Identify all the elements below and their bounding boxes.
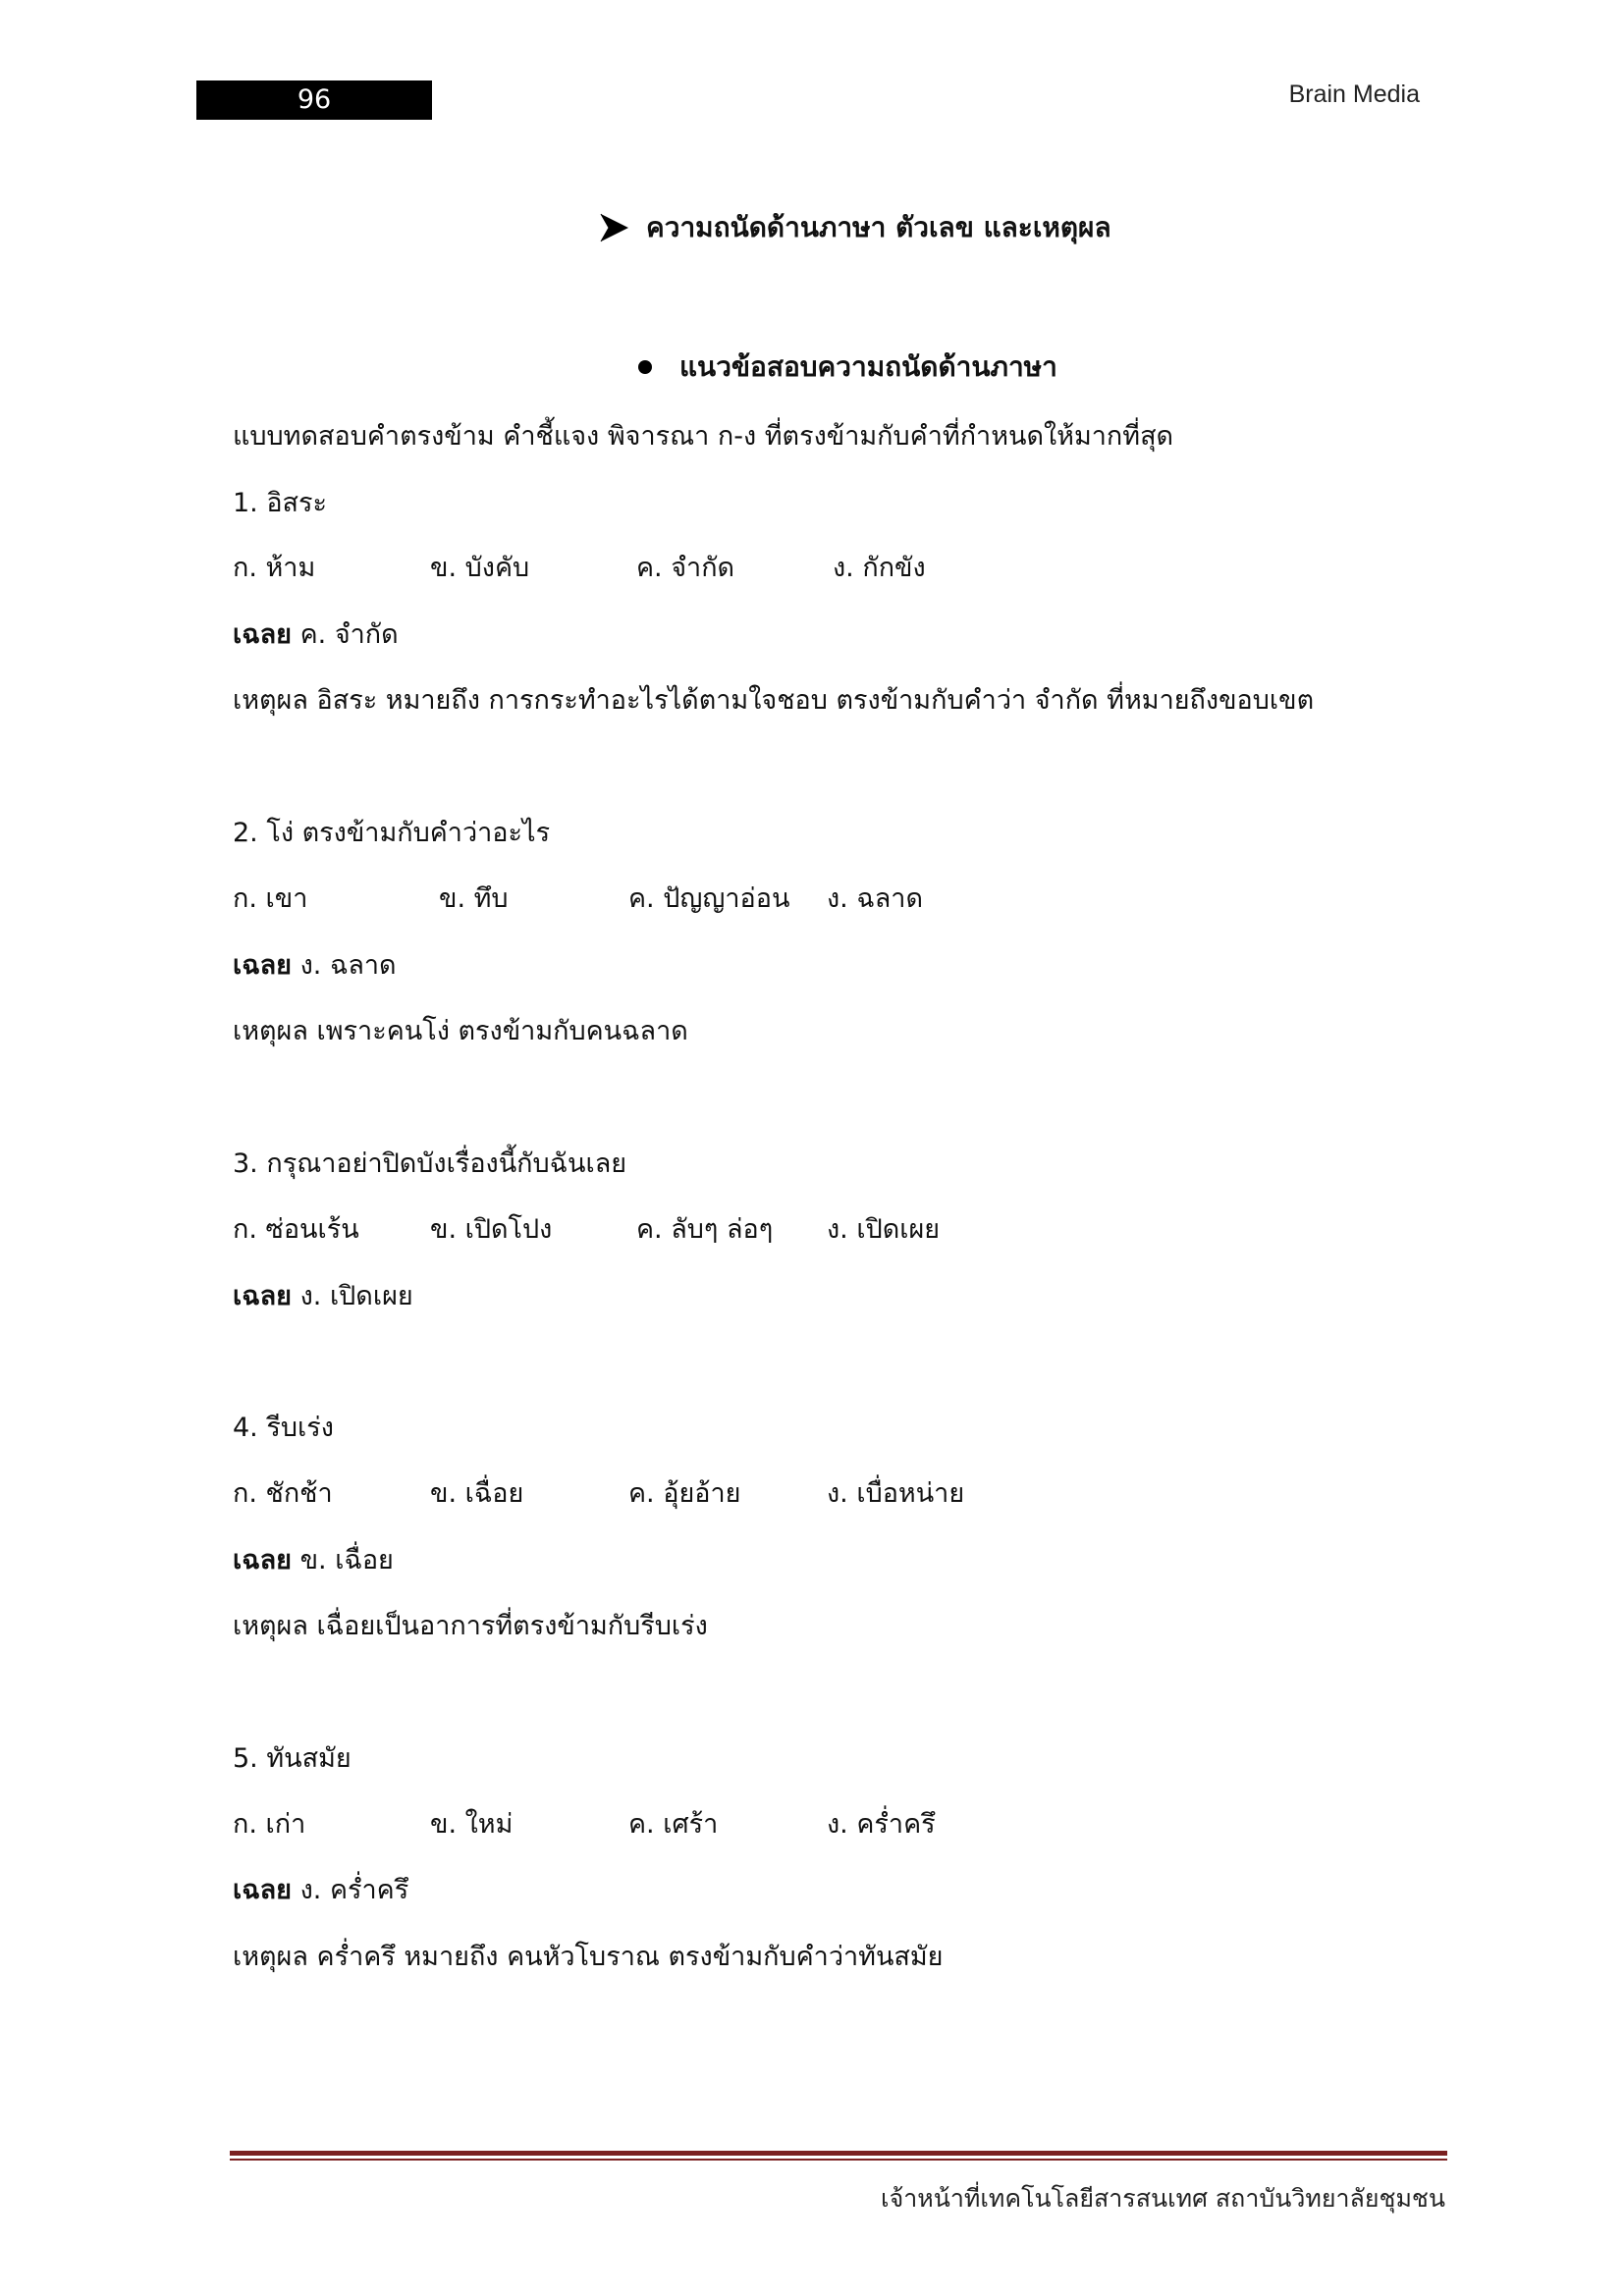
arrow-bullet-icon xyxy=(599,212,630,243)
answer-label: เฉลย xyxy=(233,1545,292,1575)
q5-choice-c: ค. เศร้า xyxy=(628,1809,719,1840)
q3-choice-a: ก. ซ่อนเร้น xyxy=(233,1214,359,1245)
question-3: 3. กรุณาอย่าปิดบังเรื่องนี้กับฉันเลย xyxy=(233,1148,627,1179)
question-2: 2. โง่ ตรงข้ามกับคำว่าอะไร xyxy=(233,818,551,848)
bullet-icon xyxy=(638,360,652,374)
q1-choice-c: ค. จำกัด xyxy=(636,553,735,583)
q2-choice-b: ข. ทึบ xyxy=(439,883,509,914)
footer-rule xyxy=(230,2151,1447,2156)
answer-label: เฉลย xyxy=(233,950,292,981)
page-number: 96 xyxy=(196,80,432,120)
answer-label: เฉลย xyxy=(233,1875,292,1905)
q3-answer xyxy=(233,1274,413,1316)
q1-choice-d: ง. กักขัง xyxy=(833,553,926,583)
q4-choice-c: ค. อุ้ยอ้าย xyxy=(628,1478,741,1509)
footer-rule-thin xyxy=(230,2159,1447,2161)
q3-choice-d: ง. เปิดเผย xyxy=(827,1214,941,1245)
q4-choice-b: ข. เฉื่อย xyxy=(430,1478,524,1509)
q2-answer-value: ง. ฉลาด xyxy=(299,950,397,981)
question-5: 5. ทันสมัย xyxy=(233,1743,352,1774)
brand-name: Brain Media xyxy=(1288,80,1420,108)
q5-choice-a: ก. เก่า xyxy=(233,1809,306,1840)
q2-reason: เหตุผล เพราะคนโง่ ตรงข้ามกับคนฉลาด xyxy=(233,1016,688,1046)
q1-answer-value: ค. จำกัด xyxy=(299,619,399,650)
section-title-text: ความถนัดด้านภาษา ตัวเลข และเหตุผล xyxy=(646,211,1111,243)
answer-label: เฉลย xyxy=(233,619,292,650)
q4-choice-d: ง. เบื่อหน่าย xyxy=(827,1478,965,1509)
q2-choice-a: ก. เขา xyxy=(233,883,308,914)
q3-choice-c: ค. ลับๆ ล่อๆ xyxy=(636,1214,774,1245)
q2-answer xyxy=(233,943,397,986)
q1-reason: เหตุผล อิสระ หมายถึง การกระทำอะไรได้ตามใจชอบ ตรงข้ามกับคำว่า จำกัด ที่หมายถึงขอบเขต xyxy=(233,685,1315,716)
q3-answer-value: ง. เปิดเผย xyxy=(299,1281,413,1311)
q2-choice-c: ค. ปัญญาอ่อน xyxy=(628,883,790,914)
q4-answer xyxy=(233,1538,394,1580)
footer-text: เจ้าหน้าที่เทคโนโลยีสารสนเทศ สถาบันวิทยาลัยชุมชน xyxy=(881,2184,1445,2213)
q5-answer-value: ง. คร่ำครึ xyxy=(299,1875,409,1905)
q4-choice-a: ก. ชักช้า xyxy=(233,1478,333,1509)
q5-reason: เหตุผล คร่ำครึ หมายถึง คนหัวโบราณ ตรงข้ามกับคำว่าทันสมัย xyxy=(233,1942,944,1972)
subsection-title xyxy=(638,346,1057,389)
q2-choice-d: ง. ฉลาด xyxy=(827,883,923,914)
answer-label: เฉลย xyxy=(233,1281,292,1311)
q1-answer xyxy=(233,613,399,655)
subsection-title-text: แนวข้อสอบความถนัดด้านภาษา xyxy=(679,350,1057,383)
question-4: 4. รีบเร่ง xyxy=(233,1413,334,1443)
section-title xyxy=(599,206,1111,249)
q5-answer xyxy=(233,1868,408,1910)
q1-choice-a: ก. ห้าม xyxy=(233,553,316,583)
q5-choice-d: ง. คร่ำครึ xyxy=(827,1809,936,1840)
q3-choice-b: ข. เปิดโปง xyxy=(430,1214,553,1245)
q5-choice-b: ข. ใหม่ xyxy=(430,1809,514,1840)
question-1: 1. อิสระ xyxy=(233,488,328,518)
q4-reason: เหตุผล เฉื่อยเป็นอาการที่ตรงข้ามกับรีบเร่ง xyxy=(233,1611,708,1641)
instruction-text: แบบทดสอบคำตรงข้าม คำชี้แจง พิจารณา ก-ง ที่ตรงข้ามกับคำที่กำหนดให้มากที่สุด xyxy=(233,421,1174,452)
q4-answer-value: ข. เฉื่อย xyxy=(299,1545,394,1575)
q1-choice-b: ข. บังคับ xyxy=(430,553,530,583)
